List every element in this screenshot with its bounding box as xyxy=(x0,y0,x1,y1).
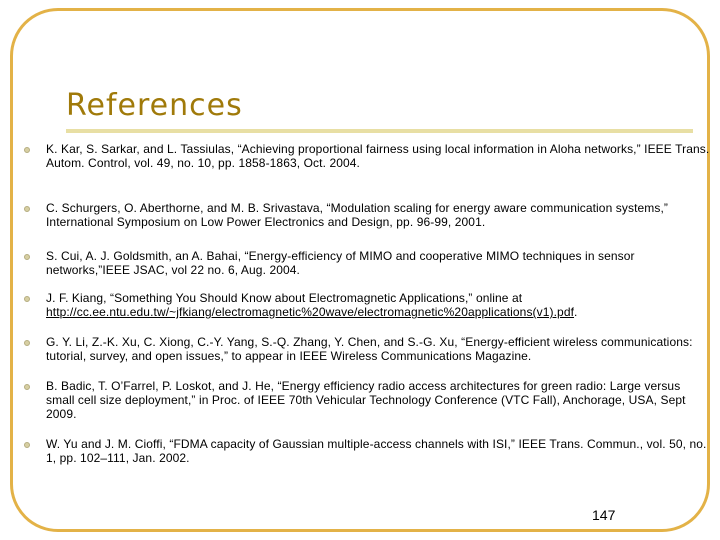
bullet-icon xyxy=(24,206,30,212)
reference-text: B. Badic, T. O’Farrel, P. Loskot, and J. He, “Energy efficiency radio access architectures for green radio: Large versus small cell size deployment,” in Proc. of IEEE 70th Vehicular Technology Conference (VTC Fall), Anchorage, USA, Sept 2009. xyxy=(46,379,686,421)
bullet-icon xyxy=(24,340,30,346)
bullet-icon xyxy=(24,296,30,302)
reference-text: K. Kar, S. Sarkar, and L. Tassiulas, “Achieving proportional fairness using local information in Aloha networks,” IEEE Trans. Autom. Control, vol. 49, no. 10, pp. 1858-1863, Oct. 2004. xyxy=(46,142,710,170)
page-number: 147 xyxy=(592,507,616,523)
bullet-icon xyxy=(24,254,30,260)
reference-text: C. Schurgers, O. Aberthorne, and M. B. Srivastava, “Modulation scaling for energy aware communication systems,” International Symposium on Low Power Electronics and Design, pp. 96-99, 2001. xyxy=(46,201,669,229)
reference-link[interactable]: http://cc.ee.ntu.edu.tw/~jfkiang/electromagnetic%20wave/electromagnetic%20applications(v1).pdf xyxy=(46,305,575,319)
bullet-icon xyxy=(24,384,30,390)
slide-title: References xyxy=(66,88,243,123)
reference-text-after-link: . xyxy=(574,305,578,319)
reference-text-before-link: J. F. Kiang, “Something You Should Know about Electromagnetic Applications,” online at xyxy=(46,291,523,305)
reference-text: S. Cui, A. J. Goldsmith, an A. Bahai, “Energy-efficiency of MIMO and cooperative MIMO techniques in sensor networks,”IEEE JSAC, vol 22 no. 6, Aug. 2004. xyxy=(46,249,635,277)
reference-text: W. Yu and J. M. Cioffi, “FDMA capacity of Gaussian multiple-access channels with ISI,” IEEE Trans. Commun., vol. 50, no. 1, pp. 102–111, Jan. 2002. xyxy=(46,437,707,465)
reference-text xyxy=(46,291,710,319)
bullet-icon xyxy=(24,147,30,153)
bullet-icon xyxy=(24,442,30,448)
reference-text: G. Y. Li, Z.-K. Xu, C. Xiong, C.-Y. Yang, S.-Q. Zhang, Y. Chen, and S.-G. Xu, “Energy-efficient wireless communications: tutorial, survey, and open issues,” to appear in IEEE Wireless Communications Magazine. xyxy=(46,335,693,363)
